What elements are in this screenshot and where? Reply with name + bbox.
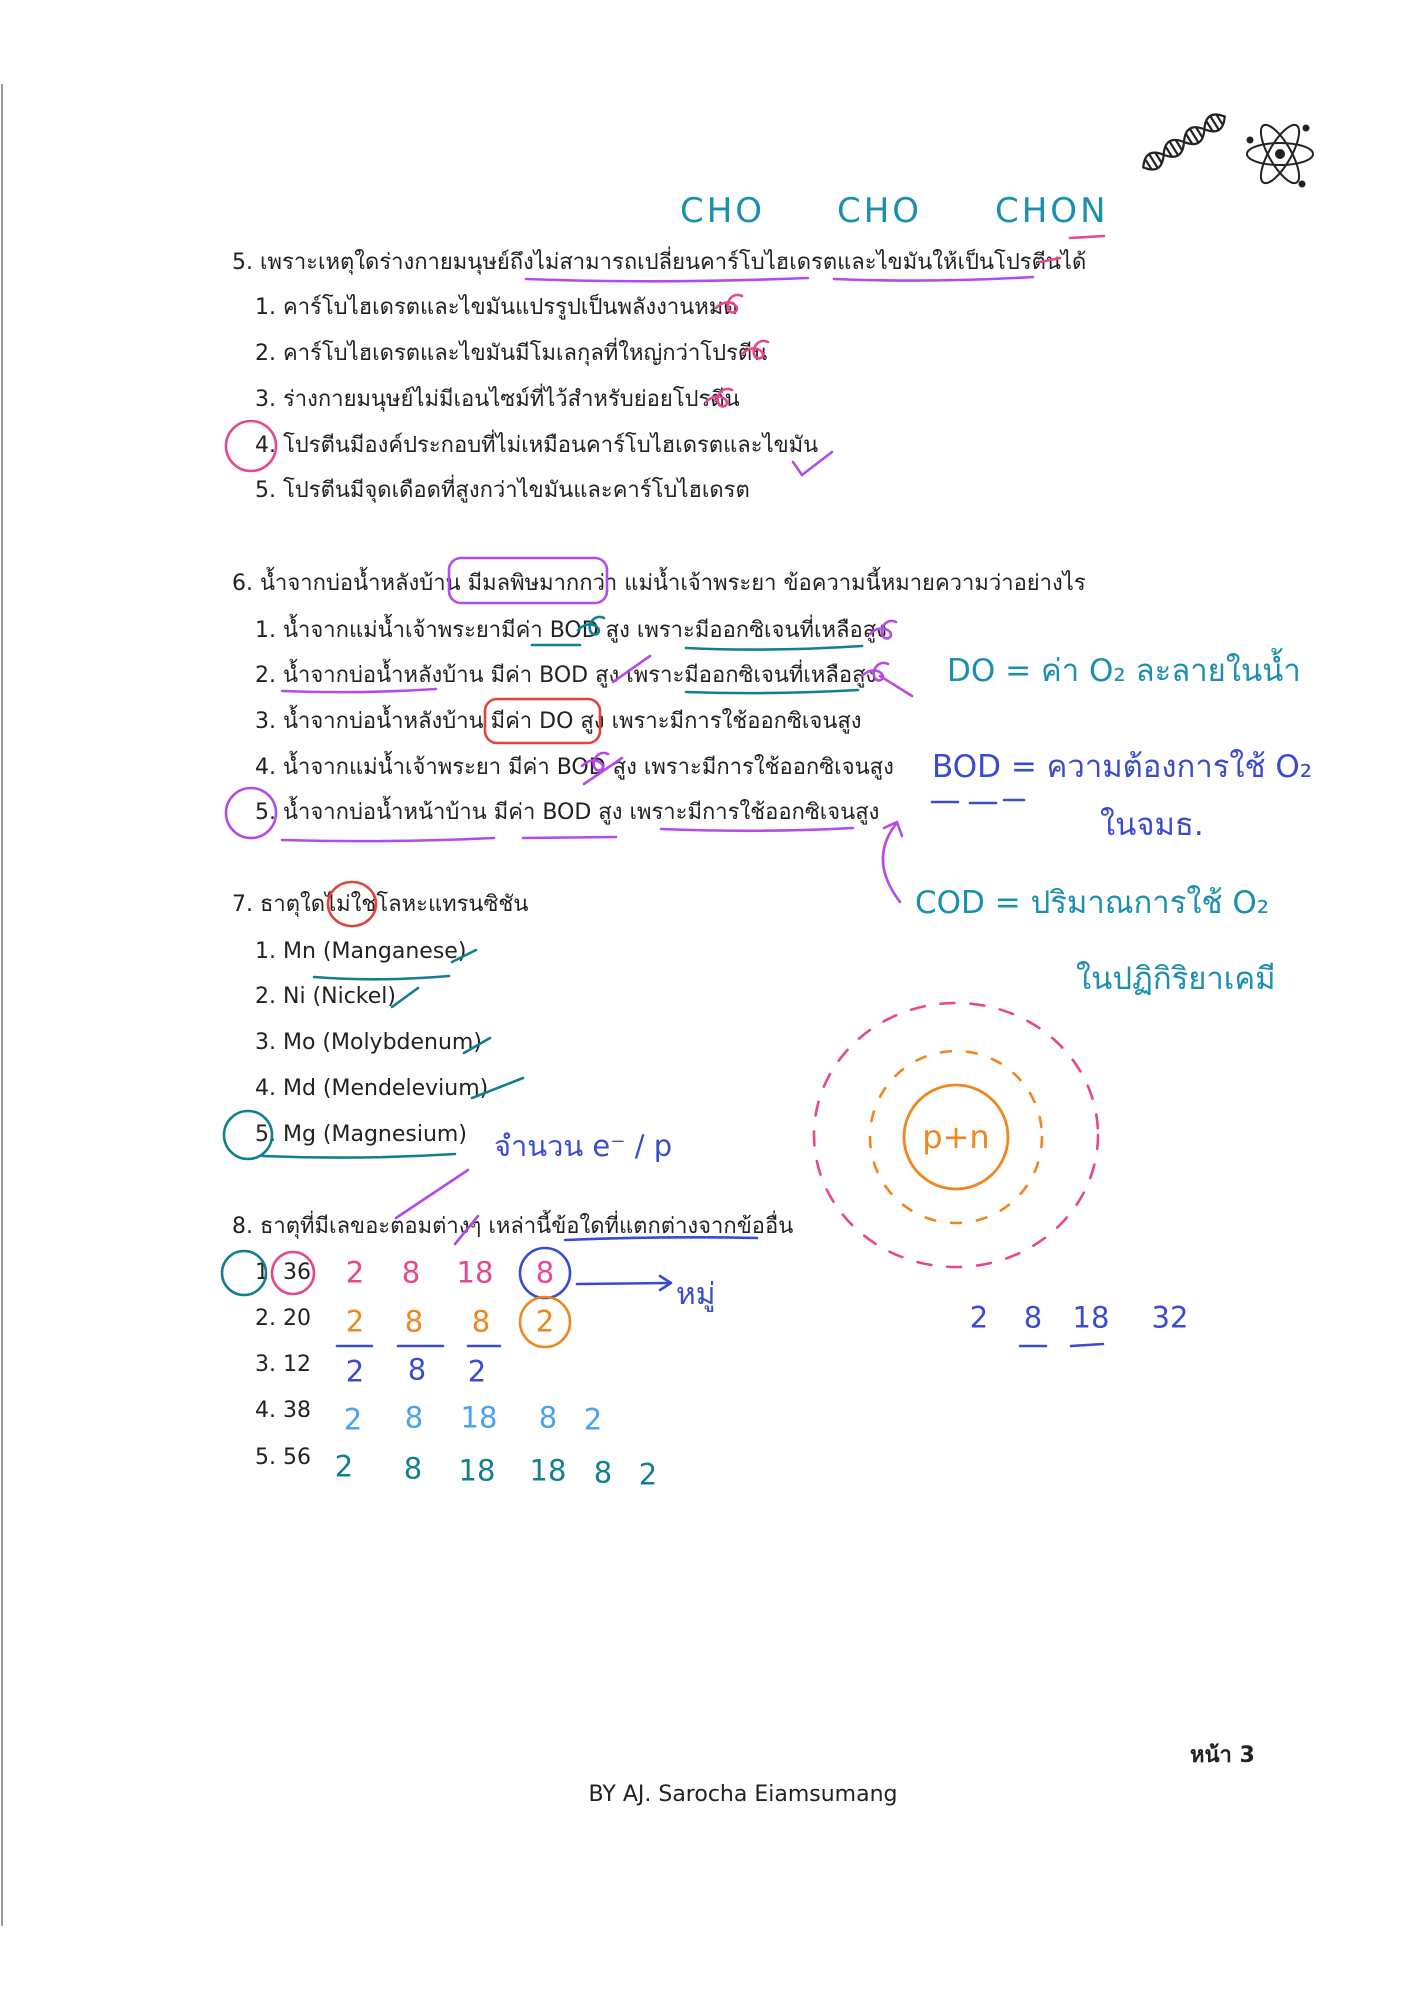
config-value: 8 <box>403 1451 423 1486</box>
page-number: หน้า 3 <box>1190 1743 1255 1768</box>
answer-option: 2. คาร์โบไฮเดรตและไขมันมีโมเลกุลที่ใหญ่กว่าโปรตีน <box>255 341 768 366</box>
config-value: 8 <box>471 1304 491 1339</box>
config-value: 8 <box>404 1304 424 1339</box>
config-value: 2 <box>345 1304 365 1339</box>
pen-pointer-line <box>396 1170 468 1218</box>
answer-option: 2. 20 <box>255 1306 311 1331</box>
answer-option: 5. น้ำจากบ่อน้ำหน้าบ้าน มีค่า BOD สูง เพราะมีการใช้ออกซิเจนสูง <box>255 800 880 825</box>
config-value: 8 <box>404 1400 424 1435</box>
config-value: 2 <box>638 1457 658 1492</box>
answer-option: 2. น้ำจากบ่อน้ำหลังบ้าน มีค่า BOD สูง เพราะมีออกซิเจนที่เหลือสูง <box>255 663 877 688</box>
handwritten-cod-note: COD = ปริมาณการใช้ O₂ <box>915 885 1270 921</box>
handwritten-chon: CHON <box>995 191 1109 231</box>
handwritten-do-note: DO = ค่า O₂ ละลายในน้ำ <box>947 653 1301 689</box>
answer-option: 1. คาร์โบไฮเดรตและไขมันแปรรูปเป็นพลังงานหมด <box>255 295 738 320</box>
question-stem: 5. เพราะเหตุใดร่างกายมนุษย์ถึงไม่สามารถเปลี่ยนคาร์โบไฮเดรตและไขมันให้เป็นโปรตีนได้ <box>232 250 1087 275</box>
answer-option: 5. โปรตีนมีจุดเดือดที่สูงกว่าไขมันและคาร์โบไฮเดรต <box>255 478 750 503</box>
answer-option: 4. โปรตีนมีองค์ประกอบที่ไม่เหมือนคาร์โบไฮเดรตและไขมัน <box>255 433 819 458</box>
pen-underline <box>661 828 853 831</box>
shell-capacity-value: 2 <box>969 1300 989 1335</box>
pen-underline <box>282 838 494 841</box>
pen-underline <box>1070 236 1104 238</box>
config-value: 2 <box>583 1402 603 1437</box>
nucleus-label: p+n <box>922 1118 990 1156</box>
atom-icon <box>1240 114 1320 194</box>
answer-option: 1. Mn (Manganese) <box>255 939 467 964</box>
handwritten-cho: CHO <box>680 191 766 231</box>
shell-capacity-value: 32 <box>1151 1300 1189 1335</box>
left-margin-line <box>1 84 3 1926</box>
answer-option: 1. น้ำจากแม่น้ำเจ้าพระยามีค่า BOD สูง เพราะมีออกซิเจนที่เหลือสูง <box>255 618 887 643</box>
pen-underline <box>523 837 616 838</box>
question-stem: 8. ธาตุที่มีเลขอะตอมต่างๆ เหล่านี้ข้อใดที่แตกต่างจากข้ออื่น <box>232 1214 794 1239</box>
pen-underline <box>686 646 862 650</box>
handwritten-group-note: หมู่ <box>676 1277 716 1312</box>
pen-underline <box>1020 1344 1103 1346</box>
dna-icon <box>1132 102 1236 182</box>
config-value: 18 <box>456 1255 494 1290</box>
config-value: 18 <box>529 1453 567 1488</box>
pen-arrow-stroke <box>880 676 912 696</box>
handwritten-electron-note: จำนวน e⁻ / p <box>494 1129 673 1163</box>
handwritten-cod-note: ในปฏิกิริยาเคมี <box>1076 961 1276 997</box>
config-value: 8 <box>535 1255 555 1290</box>
author-credit: BY AJ. Sarocha Eiamsumang <box>588 1782 898 1807</box>
pen-arrow <box>577 1283 670 1284</box>
pen-arrow <box>883 824 900 902</box>
answer-option: 2. Ni (Nickel) <box>255 984 396 1009</box>
question-stem: 7. ธาตุใดไม่ใช่โลหะแทรนซิชัน <box>232 892 529 917</box>
pen-underline <box>932 800 1024 803</box>
config-value: 2 <box>467 1354 487 1389</box>
config-value: 8 <box>401 1255 421 1290</box>
config-value: 18 <box>458 1453 496 1488</box>
answer-option: 4. น้ำจากแม่น้ำเจ้าพระยา มีค่า BOD สูง เพราะมีการใช้ออกซิเจนสูง <box>255 755 894 780</box>
answer-option: 3. น้ำจากบ่อน้ำหลังบ้าน มีค่า DO สูง เพราะมีการใช้ออกซิเจนสูง <box>255 709 862 734</box>
config-value: 8 <box>407 1352 427 1387</box>
pen-underline <box>526 278 808 281</box>
shell-capacity-value: 8 <box>1023 1300 1043 1335</box>
handwritten-cho: CHO <box>837 191 923 231</box>
config-value: 2 <box>345 1354 365 1389</box>
pen-arrowhead <box>884 822 902 836</box>
answer-option: 5. 56 <box>255 1445 311 1470</box>
answer-option: 4. Md (Mendelevium) <box>255 1076 489 1101</box>
answer-option: 3. 12 <box>255 1352 311 1377</box>
config-value: 2 <box>343 1402 363 1437</box>
pen-underline <box>262 1154 455 1158</box>
config-value: 8 <box>593 1455 613 1490</box>
answer-option: 5. Mg (Magnesium) <box>255 1122 467 1147</box>
config-value: 8 <box>538 1400 558 1435</box>
answer-option: 3. ร่างกายมนุษย์ไม่มีเอนไซม์ที่ไว้สำหรับย่อยโปรตีน <box>255 387 740 412</box>
handwritten-bod-note: ในจมธ. <box>1100 807 1204 843</box>
config-value: 2 <box>535 1304 555 1339</box>
handwritten-bod-note: BOD = ความต้องการใช้ O₂ <box>932 749 1313 785</box>
config-value: 2 <box>345 1255 365 1290</box>
question-stem: 6. น้ำจากบ่อน้ำหลังบ้าน มีมลพิษมากกว่า แม่น้ำเจ้าพระยา ข้อความนี้หมายความว่าอย่างไร <box>232 571 1086 596</box>
pen-arrowhead <box>660 1276 671 1290</box>
pen-underline <box>314 976 449 979</box>
shell-capacity-value: 18 <box>1072 1300 1110 1335</box>
answer-option: 4. 38 <box>255 1398 311 1423</box>
answer-option: 3. Mo (Molybdenum) <box>255 1030 482 1055</box>
config-value: 18 <box>460 1400 498 1435</box>
config-value: 2 <box>334 1449 354 1484</box>
answer-option: 1. 36 <box>255 1260 311 1285</box>
